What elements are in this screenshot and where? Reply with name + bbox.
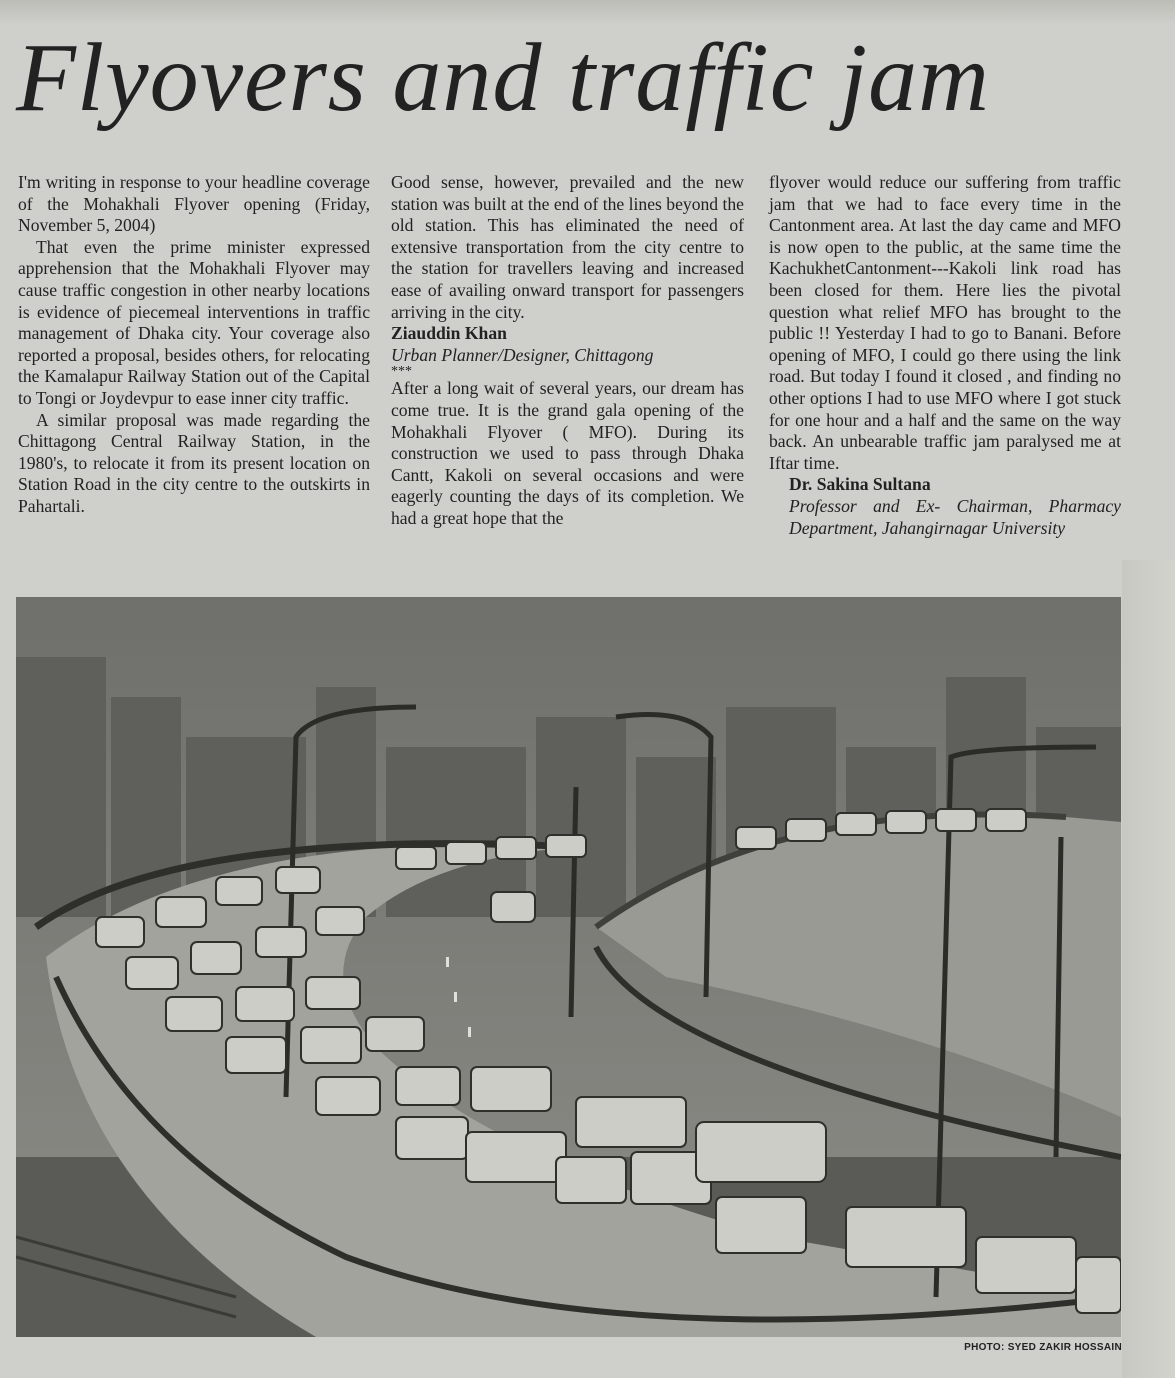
letter1-paragraph-3: A similar proposal was made regarding the Chittagong Central Railway Station, in the 1980's, to relocate it from its present location on Station Road in the city centre to the outskirts in Pahartali. — [18, 409, 370, 516]
letter1-paragraph-1: I'm writing in response to your headline coverage of the Mohakhali Flyover opening (Friday, November 5, 2004) — [18, 172, 370, 236]
letter2-continuation: flyover would reduce our suffering from traffic jam that we had to face every time in the Cantonment area. At last the day came and MFO is now open to the public, at the same time the KachukhetCantonment---Kakoli link road has been closed for them. Here lies the pivotal question what relief MFO has brought to the public !! Yesterday I had to go to Banani. Before opening of MFO, I could go there using the link road. But today I found it closed , and finding no other options I had to use MFO where I got stuck for one hour and a half and the same on the way back. An unbearable traffic jam paralysed me at Iftar time. — [769, 172, 1121, 473]
column-1 — [18, 172, 370, 518]
photo-credit: PHOTO: SYED ZAKIR HOSSAIN — [964, 1342, 1122, 1353]
letter2-author: Dr. Sakina Sultana — [789, 474, 931, 495]
letter2-author-title: Professor and Ex- Chairman, Pharmacy Department, Jahangirnagar University — [789, 495, 1121, 538]
letter1-paragraph-2: That even the prime minister expressed apprehension that the Mohakhali Flyover may cause traffic congestion in other nearby locations is evidence of piecemeal interventions in traffic management of Dhaka city. Your coverage also reported a proposal, besides others, for relocating the Kamalapur Railway Station out of the Capital to Tongi or Joydevpur to ease inner city traffic. — [18, 236, 370, 408]
flyover-photo-illustration — [16, 597, 1121, 1337]
column-2 — [391, 172, 744, 530]
letter2-paragraph-1: After a long wait of several years, our dream has come true. It is the grand gala opening of the Mohakhali Flyover ( MFO). During its construction we used to pass through Dhaka Cantt, Kakoli on several occasions and were eagerly counting the days of its completion. We had a great hope that the — [391, 378, 744, 528]
letter1-author-title: Urban Planner/Designer, Chittagong — [391, 344, 654, 365]
letter1-paragraph-4: Good sense, however, prevailed and the new station was built at the end of the lines beyond the old station. This has eliminated the need of extensive transportation from the city centre to the station for travellers leaving and increased ease of availing onward transport for passengers arriving in the city. — [391, 172, 744, 322]
flyover-photo — [16, 597, 1121, 1337]
letter-separator: *** — [391, 364, 412, 380]
headline: Flyovers and traffic jam — [16, 24, 990, 132]
column-3 — [769, 172, 1121, 539]
adjacent-page-edge — [1122, 560, 1175, 1378]
letter1-author: Ziauddin Khan — [391, 323, 507, 344]
